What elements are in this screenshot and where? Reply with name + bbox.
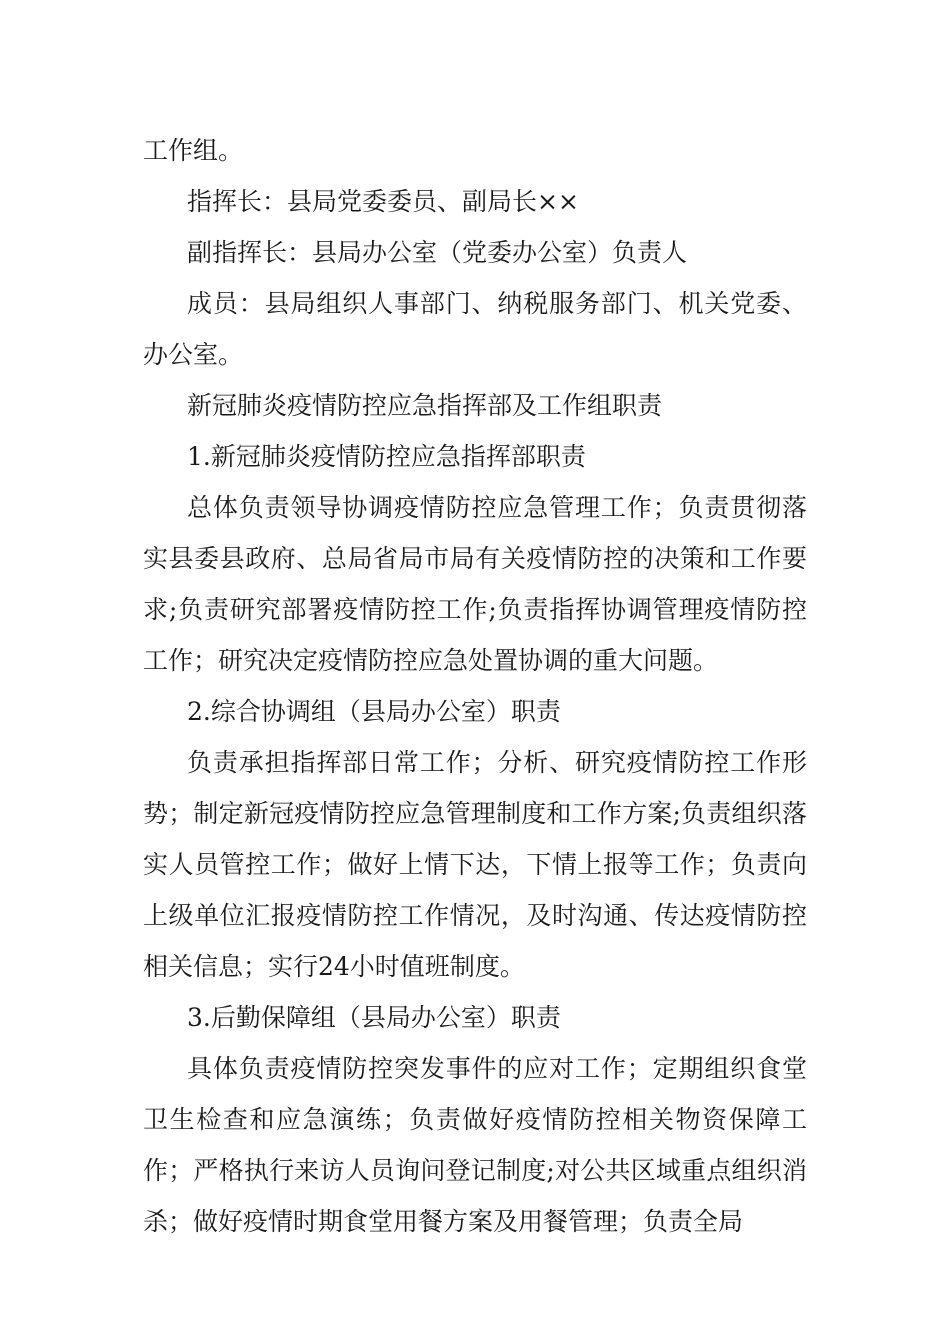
paragraph-work-group-end: 工作组。 [143, 136, 244, 165]
paragraph-coordination-group: 负责承担指挥部日常工作；分析、研究疫情防控工作形势；制定新冠疫情防控应急管理制度和工作方案;负责组织落实人员管控工作；做好上情下达，下情上报等工作；负责向上级单位汇报疫情防控工作情况，及时沟通、传达疫情防控相关信息；实行24小时值班制度。 [143, 748, 807, 981]
subheading-logistics-group: 3.后勤保障组（县局办公室）职责 [187, 1003, 561, 1032]
paragraph-deputy-commander: 副指挥长：县局办公室（党委办公室）负责人 [187, 238, 688, 267]
paragraph-logistics-group: 具体负责疫情防控突发事件的应对工作；定期组织食堂卫生检查和应急演练；负责做好疫情防控相关物资保障工作；严格执行来访人员询问登记制度;对公共区域重点组织消杀；做好疫情时期食堂用餐方案及用餐管理；负责全局 [143, 1054, 807, 1236]
paragraph-commander: 指挥长：县局党委委员、副局长×× [187, 187, 579, 216]
subheading-command-duties: 1.新冠肺炎疫情防控应急指挥部职责 [187, 442, 586, 471]
document-body [143, 125, 807, 1247]
paragraph-command-duties: 总体负责领导协调疫情防控应急管理工作；负责贯彻落实县委县政府、总局省局市局有关疫情防控的决策和工作要求;负责研究部署疫情防控工作;负责指挥协调管理疫情防控工作；研究决定疫情防控应急处置协调的重大问题。 [143, 493, 807, 675]
subheading-coordination-group: 2.综合协调组（县局办公室）职责 [187, 697, 561, 726]
paragraph-members: 成员：县局组织人事部门、纳税服务部门、机关党委、办公室。 [143, 289, 807, 369]
section-heading-duties: 新冠肺炎疫情防控应急指挥部及工作组职责 [187, 391, 663, 420]
